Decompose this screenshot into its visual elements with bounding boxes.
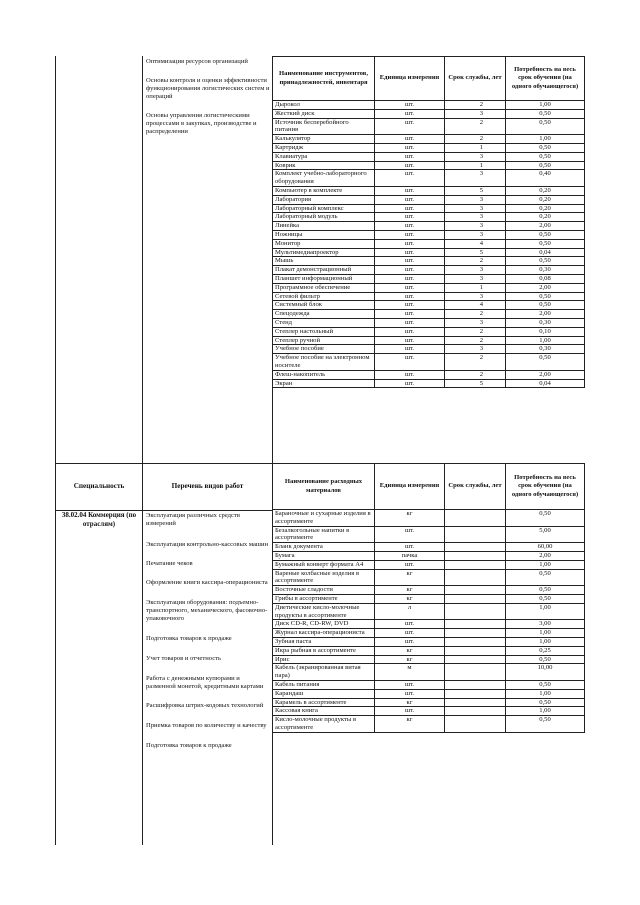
cell-unit: л [375, 603, 445, 620]
table-row [273, 629, 585, 638]
section-divider [55, 463, 272, 464]
cell-term [445, 655, 506, 664]
cell-unit: шт. [375, 109, 445, 118]
cell-term: 3 [445, 152, 506, 161]
cell-need: 0,50 [506, 569, 585, 586]
cell-unit: шт. [375, 152, 445, 161]
cell-need: 0,50 [506, 292, 585, 301]
cell-name: Степлер ручной [273, 336, 375, 345]
cell-need: 10,00 [506, 664, 585, 681]
cell-need: 0,50 [506, 510, 585, 527]
cell-unit: кг [375, 586, 445, 595]
cell-term: 3 [445, 195, 506, 204]
cell-name: Компьютер в комплекте [273, 186, 375, 195]
table-row [273, 716, 585, 733]
cell-name: Вареные колбасные изделия в ассортименте [273, 569, 375, 586]
cell-term: 4 [445, 301, 506, 310]
cell-name: Учебное пособие [273, 345, 375, 354]
cell-unit: кг [375, 510, 445, 527]
cell-name: Жесткий диск [273, 109, 375, 118]
table-row [273, 370, 585, 379]
cell-term: 1 [445, 283, 506, 292]
work-item: Подготовка товаров к продаже [146, 742, 232, 749]
cell-need: 1,00 [506, 637, 585, 646]
table-row [273, 680, 585, 689]
cell-need: 0,50 [506, 594, 585, 603]
cell-unit: шт. [375, 689, 445, 698]
cell-unit: шт. [375, 143, 445, 152]
table-row [273, 664, 585, 681]
cell-name: Калькулятор [273, 135, 375, 144]
work-item: Эксплуатация оборудования: подъемно-транспортного, механического, фасовочно-упаковочного [146, 599, 268, 622]
table-row [273, 310, 585, 319]
cell-term: 3 [445, 318, 506, 327]
cell-name: Клавиатура [273, 152, 375, 161]
cell-need: 1,00 [506, 336, 585, 345]
table-row [273, 603, 585, 620]
table-row [273, 257, 585, 266]
work-item: Эксплуатация контрольно-кассовых машин [146, 541, 269, 548]
cell-name: Кабель питания [273, 680, 375, 689]
cell-name: Диск CD-R, CD-RW, DVD [273, 620, 375, 629]
cell-unit: шт. [375, 336, 445, 345]
cell-unit: шт. [375, 222, 445, 231]
table-row [273, 689, 585, 698]
table-row [273, 327, 585, 336]
table-row [273, 118, 585, 135]
cell-term: 3 [445, 266, 506, 275]
cell-name: Грибы в ассортименте [273, 594, 375, 603]
cell-unit: шт. [375, 318, 445, 327]
column-header-unit: Единица измерения [375, 57, 445, 101]
cell-need: 2,00 [506, 370, 585, 379]
cell-need: 1,00 [506, 101, 585, 110]
cell-need: 1,00 [506, 689, 585, 698]
table-row [273, 526, 585, 543]
table-row [273, 569, 585, 586]
cell-unit: шт. [375, 195, 445, 204]
cell-need: 60,00 [506, 543, 585, 552]
cell-term [445, 543, 506, 552]
table-row [273, 230, 585, 239]
cell-name: Бараночные и сухарные изделия в ассортименте [273, 510, 375, 527]
cell-name: Спецодежда [273, 310, 375, 319]
bottom-work-list [146, 512, 270, 750]
table-row [273, 109, 585, 118]
column-header-name: Наименование инструментов, принадлежностей, инвентаря [273, 57, 375, 101]
cell-unit: шт. [375, 213, 445, 222]
instruments-table [272, 56, 585, 388]
column-header-term: Срок службы, лет [445, 57, 506, 101]
cell-unit: шт. [375, 637, 445, 646]
cell-name: Безалкогольные напитки в ассортименте [273, 526, 375, 543]
cell-unit: кг [375, 655, 445, 664]
cell-name: Мышь [273, 257, 375, 266]
column-border [55, 56, 56, 845]
cell-name: Зубная паста [273, 637, 375, 646]
cell-term [445, 594, 506, 603]
cell-unit: шт. [375, 327, 445, 336]
cell-need: 0,20 [506, 195, 585, 204]
cell-name: Стенд [273, 318, 375, 327]
cell-term [445, 698, 506, 707]
table-row [273, 222, 585, 231]
cell-need: 2,00 [506, 222, 585, 231]
cell-term [445, 620, 506, 629]
cell-term [445, 569, 506, 586]
table-row [273, 707, 585, 716]
cell-term: 2 [445, 310, 506, 319]
cell-need: 0,50 [506, 680, 585, 689]
cell-need: 0,50 [506, 143, 585, 152]
column-header-unit: Единица измерения [375, 464, 445, 510]
cell-unit: кг [375, 646, 445, 655]
work-item: Учет товаров и отчетность [146, 655, 222, 662]
header-specialty: Специальность [73, 482, 125, 490]
table-row [273, 698, 585, 707]
cell-name: Журнал кассира-операциониста [273, 629, 375, 638]
cell-unit: шт. [375, 101, 445, 110]
cell-unit: шт. [375, 310, 445, 319]
cell-name: Бланк документа [273, 543, 375, 552]
cell-need: 2,00 [506, 310, 585, 319]
cell-unit: шт. [375, 161, 445, 170]
work-item: Основы управления логистическими процессами в закупках, производстве и распределении [146, 112, 257, 135]
cell-unit: кг [375, 698, 445, 707]
cell-unit: шт. [375, 283, 445, 292]
cell-unit: шт. [375, 230, 445, 239]
cell-unit: шт. [375, 526, 445, 543]
table-row [273, 560, 585, 569]
cell-term: 5 [445, 248, 506, 257]
cell-name: Планшет информационный [273, 274, 375, 283]
cell-name: Кассовая книга [273, 707, 375, 716]
cell-need: 0,50 [506, 586, 585, 595]
cell-unit: шт. [375, 345, 445, 354]
cell-name: Лаборатория [273, 195, 375, 204]
column-header-term: Срок службы, лет [445, 464, 506, 510]
cell-unit: шт. [375, 248, 445, 257]
cell-need: 0,50 [506, 301, 585, 310]
cell-name: Коврик [273, 161, 375, 170]
table-row [273, 274, 585, 283]
cell-need: 1,00 [506, 707, 585, 716]
cell-term: 2 [445, 370, 506, 379]
cell-term [445, 680, 506, 689]
cell-unit: шт. [375, 680, 445, 689]
cell-need: 1,00 [506, 135, 585, 144]
cell-unit: шт. [375, 707, 445, 716]
work-item: Подготовка товаров к продаже [146, 635, 232, 642]
table-row [273, 510, 585, 527]
cell-unit: пачка [375, 551, 445, 560]
cell-unit: шт. [375, 301, 445, 310]
cell-unit: шт. [375, 620, 445, 629]
cell-unit: шт. [375, 543, 445, 552]
cell-need: 0,50 [506, 118, 585, 135]
header-works: Перечень видов работ [171, 482, 244, 490]
cell-term [445, 551, 506, 560]
cell-need: 0,50 [506, 161, 585, 170]
table-row [273, 239, 585, 248]
table-row [273, 135, 585, 144]
cell-unit: кг [375, 569, 445, 586]
table-row [273, 213, 585, 222]
cell-term [445, 689, 506, 698]
cell-term: 1 [445, 143, 506, 152]
table-row [273, 620, 585, 629]
cell-name: Степлер настольный [273, 327, 375, 336]
cell-term: 2 [445, 327, 506, 336]
cell-name: Ирис [273, 655, 375, 664]
table-row [273, 204, 585, 213]
cell-unit: шт. [375, 135, 445, 144]
cell-unit: шт. [375, 292, 445, 301]
cell-name: Учебное пособие на электронном носителе [273, 354, 375, 371]
cell-need: 0,50 [506, 239, 585, 248]
cell-need: 5,00 [506, 526, 585, 543]
cell-name: Диетические кисло-молочные продукты в ассортименте [273, 603, 375, 620]
cell-term: 3 [445, 230, 506, 239]
cell-need: 2,00 [506, 283, 585, 292]
cell-term [445, 716, 506, 733]
cell-need: 0,50 [506, 152, 585, 161]
table-row [273, 594, 585, 603]
cell-need: 0,20 [506, 213, 585, 222]
table-row [273, 186, 585, 195]
cell-name: Картридж [273, 143, 375, 152]
cell-unit: шт. [375, 118, 445, 135]
cell-need: 0,50 [506, 716, 585, 733]
table-row [273, 655, 585, 664]
cell-name: Лабораторный комплекс [273, 204, 375, 213]
cell-name: Флеш-накопитель [273, 370, 375, 379]
cell-term [445, 603, 506, 620]
cell-term: 4 [445, 239, 506, 248]
cell-need: 1,00 [506, 603, 585, 620]
table-row [273, 336, 585, 345]
cell-term [445, 526, 506, 543]
table-row [273, 543, 585, 552]
table-row [273, 551, 585, 560]
table-row [273, 266, 585, 275]
work-item: Печатание чеков [146, 560, 193, 567]
cell-term: 2 [445, 101, 506, 110]
cell-unit: м [375, 664, 445, 681]
cell-need: 0,50 [506, 230, 585, 239]
cell-need: 0,50 [506, 698, 585, 707]
cell-need: 0,50 [506, 354, 585, 371]
cell-term: 2 [445, 135, 506, 144]
cell-term: 3 [445, 292, 506, 301]
cell-name: Плакат демонстрационный [273, 266, 375, 275]
cell-term: 2 [445, 336, 506, 345]
work-item: Приемка товаров по количеству и качеству [146, 722, 267, 729]
cell-name: Икра рыбная в ассортименте [273, 646, 375, 655]
cell-need: 1,00 [506, 560, 585, 569]
cell-term [445, 629, 506, 638]
cell-unit: шт. [375, 274, 445, 283]
cell-term [445, 560, 506, 569]
work-item: Работа с денежными купюрами и разменной монетой, кредитными картами [146, 675, 264, 690]
cell-name: Программное обеспечение [273, 283, 375, 292]
cell-name: Комплект учебно-лабораторного оборудования [273, 170, 375, 187]
cell-unit: шт. [375, 170, 445, 187]
cell-name: Бумага [273, 551, 375, 560]
cell-name: Ножницы [273, 230, 375, 239]
cell-term: 3 [445, 213, 506, 222]
column-border [142, 56, 143, 845]
work-item: Оптимизация ресурсов организаций [146, 58, 248, 65]
top-work-list [146, 58, 270, 136]
work-item: Оформление книги кассира-операциониста [146, 579, 268, 586]
cell-unit: шт. [375, 257, 445, 266]
cell-name: Линейка [273, 222, 375, 231]
cell-name: Монитор [273, 239, 375, 248]
table-row [273, 345, 585, 354]
cell-need: 0,50 [506, 109, 585, 118]
table-row [273, 379, 585, 388]
cell-need: 0,30 [506, 318, 585, 327]
cell-name: Системный блок [273, 301, 375, 310]
table-row [273, 318, 585, 327]
cell-term [445, 707, 506, 716]
cell-term: 2 [445, 118, 506, 135]
cell-need: 0,04 [506, 248, 585, 257]
cell-name: Источник бесперебойного питания [273, 118, 375, 135]
table-row [273, 283, 585, 292]
table-row [273, 637, 585, 646]
cell-need: 0,10 [506, 327, 585, 336]
cell-term: 5 [445, 379, 506, 388]
cell-need: 2,00 [506, 551, 585, 560]
column-header-need: Потребность на весь срок обучения (на одного обучающегося) [506, 464, 585, 510]
cell-term: 5 [445, 186, 506, 195]
cell-need: 0,50 [506, 257, 585, 266]
cell-need: 0,08 [506, 274, 585, 283]
cell-unit: шт. [375, 629, 445, 638]
cell-term: 2 [445, 354, 506, 371]
cell-need: 0,30 [506, 345, 585, 354]
cell-need: 0,30 [506, 266, 585, 275]
consumables-table [272, 463, 585, 733]
cell-term: 2 [445, 257, 506, 266]
cell-unit: шт. [375, 560, 445, 569]
cell-term: 3 [445, 109, 506, 118]
cell-name: Лабораторный модуль [273, 213, 375, 222]
cell-name: Кисло-молочные продукты в ассортименте [273, 716, 375, 733]
cell-need: 0,40 [506, 170, 585, 187]
cell-unit: шт. [375, 354, 445, 371]
table-row [273, 101, 585, 110]
table-row [273, 586, 585, 595]
cell-name: Бумажный конверт формата А4 [273, 560, 375, 569]
specialty-code: 38.02.04 Коммерция (по отраслям) [61, 511, 137, 528]
cell-term: 3 [445, 345, 506, 354]
cell-need: 0,20 [506, 186, 585, 195]
column-header-need: Потребность на весь срок обучения (на одного обучающегося) [506, 57, 585, 101]
table-row [273, 301, 585, 310]
cell-name: Сетевой фильтр [273, 292, 375, 301]
cell-unit: шт. [375, 186, 445, 195]
cell-name: Кабель (экранированная витая пара) [273, 664, 375, 681]
cell-term [445, 637, 506, 646]
table-row [273, 248, 585, 257]
table-row [273, 170, 585, 187]
cell-name: Дырокол [273, 101, 375, 110]
cell-need: 3,00 [506, 620, 585, 629]
cell-unit: кг [375, 594, 445, 603]
work-item: Расшифровка штрих-кодовых технологий [146, 702, 264, 709]
cell-name: Восточные сладости [273, 586, 375, 595]
cell-name: Карандаш [273, 689, 375, 698]
table-row [273, 161, 585, 170]
table-row [273, 195, 585, 204]
cell-need: 0,25 [506, 646, 585, 655]
cell-unit: шт. [375, 379, 445, 388]
table-row [273, 152, 585, 161]
cell-term [445, 586, 506, 595]
cell-term: 3 [445, 274, 506, 283]
cell-term: 3 [445, 170, 506, 187]
table-row [273, 143, 585, 152]
work-item: Основы контроля и оценки эффективности функционирования логистических систем и операций [146, 77, 270, 100]
cell-need: 0,20 [506, 204, 585, 213]
cell-need: 0,04 [506, 379, 585, 388]
cell-name: Мультимедиапроектор [273, 248, 375, 257]
column-header-name: Наименование расходных материалов [273, 464, 375, 510]
cell-unit: шт. [375, 204, 445, 213]
cell-term: 1 [445, 161, 506, 170]
table-row [273, 354, 585, 371]
cell-unit: шт. [375, 370, 445, 379]
cell-term [445, 510, 506, 527]
cell-unit: шт. [375, 266, 445, 275]
cell-term [445, 646, 506, 655]
cell-unit: шт. [375, 239, 445, 248]
cell-term [445, 664, 506, 681]
table-row [273, 646, 585, 655]
table-row [273, 292, 585, 301]
cell-need: 1,00 [506, 629, 585, 638]
cell-need: 0,50 [506, 655, 585, 664]
work-item: Эксплуатация различных средств измерений [146, 512, 240, 527]
cell-unit: кг [375, 716, 445, 733]
cell-term: 3 [445, 204, 506, 213]
cell-name: Карамель в ассортименте [273, 698, 375, 707]
cell-term: 3 [445, 222, 506, 231]
cell-name: Экран [273, 379, 375, 388]
